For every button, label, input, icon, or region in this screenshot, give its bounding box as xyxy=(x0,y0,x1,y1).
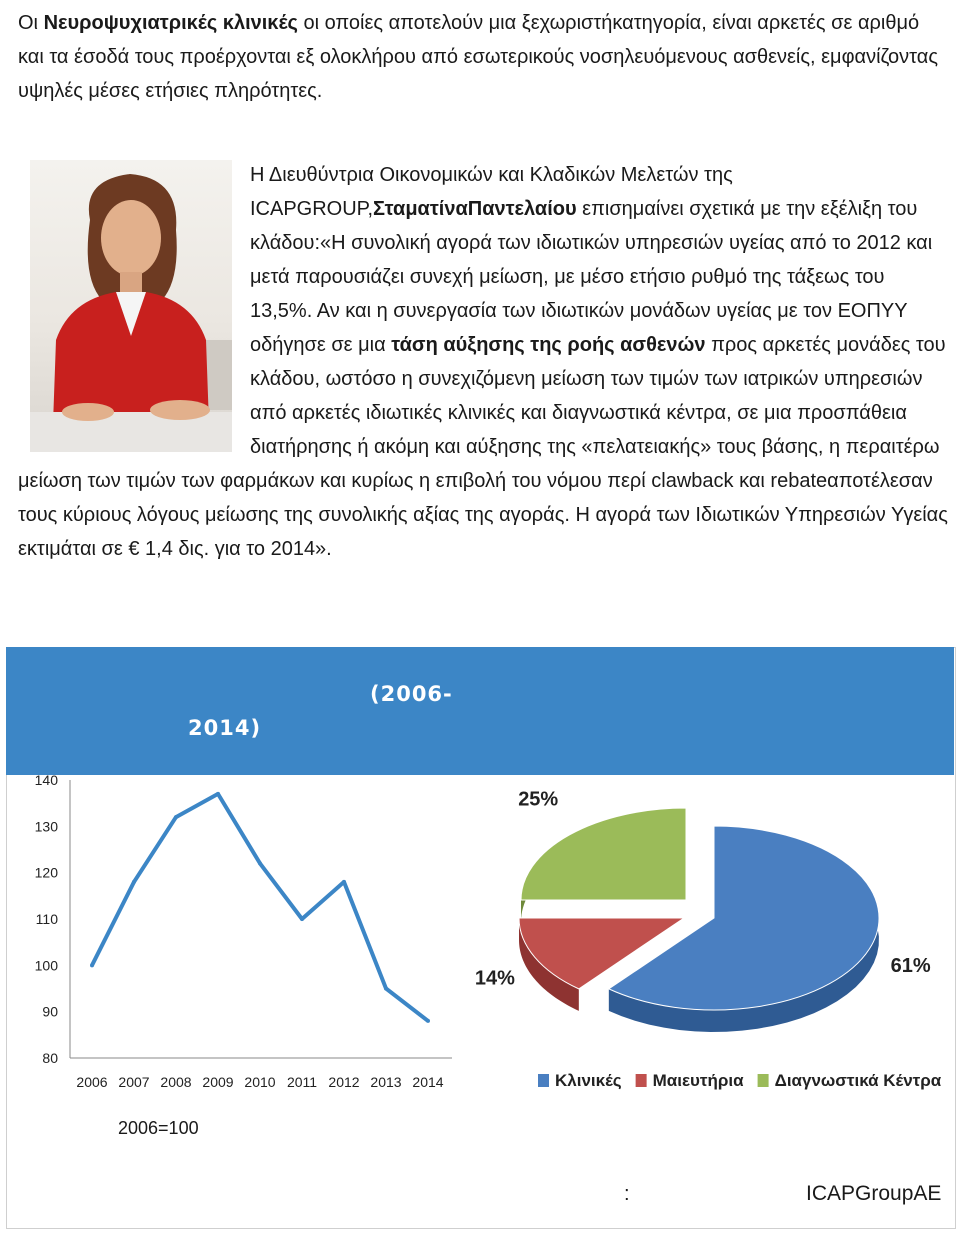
x-tick-label: 2011 xyxy=(286,1074,318,1090)
x-tick-label: 2012 xyxy=(328,1074,360,1090)
x-tick-label: 2008 xyxy=(160,1074,192,1090)
pie-chart xyxy=(474,788,942,1110)
intro-text-2: οι οποίες αποτελούν μια ξεχωριστήκατηγορία, είναι αρκετές σε αριθμό και τα έσοδά τους προέρχονται εξ ολοκλήρου από εσωτερικούς νοσηλευόμενους ασθενείς, εμφανίζοντας υψηλές μέσες ετήσιες πληρότητες. xyxy=(18,12,938,102)
legend-label: Διαγνωστικά Κέντρα xyxy=(774,1071,942,1090)
legend-swatch xyxy=(758,1074,769,1087)
data-point xyxy=(216,792,220,796)
y-tick-label: 100 xyxy=(34,957,58,974)
data-point xyxy=(132,880,136,884)
y-tick-label: 120 xyxy=(34,864,58,881)
data-point xyxy=(258,861,262,865)
y-tick-label: 140 xyxy=(34,772,58,788)
x-tick-label: 2014 xyxy=(412,1074,444,1090)
legend-swatch xyxy=(636,1074,647,1087)
quote-paragraph xyxy=(18,158,948,566)
y-tick-label: 130 xyxy=(34,818,58,835)
quote-text-2: επισημαίνει σχετικά με την εξέλιξη του κλάδου:«Η συνολική αγορά των ιδιωτικών υπηρεσιών υγείας από το 2012 και μετά παρουσιάζει συνεχή μείωση, με μέσο ετήσιο ρυθμό της τάξεως του 13,5%. Αν και η συνεργασία των ιδιωτικών μονάδων υγείας με τον ΕΟΠΥΥ οδήγησε σε μια xyxy=(250,198,933,356)
y-tick-label: 80 xyxy=(42,1050,58,1066)
legend-label: Κλινικές xyxy=(555,1071,622,1090)
x-tick-label: 2009 xyxy=(202,1074,234,1090)
pie-percent-label: 25% xyxy=(518,788,559,811)
source-colon: : xyxy=(624,1183,630,1205)
quote-text-3: προς αρκετές μονάδες του κλάδου, ωστόσο η συνεχιζόμενη μείωση των τιμών των ιατρικών υπηρεσιών από αρκετές ιδιωτικές κλινικές και διαγνωστικά κέντρα, σε μια προσπάθεια διατήρησης ή ακόμη και αύξησης της «πελατειακής» τους βάσης, η περαιτέρω μείωση των τιμών των φαρμάκων και κυρίως η επιβολή του νόμου περί clawback και rebateαποτέλεσαν τους κύριους λόγους μείωσης της συνολικής αξίας της αγοράς. Η αγορά των Ιδιωτικών Υπηρεσιών Υγείας εκτιμάται σε € 1,4 δις. για το 2014». xyxy=(18,334,948,560)
quote-bold-trend: τάση αύξησης της ροής ασθενών xyxy=(391,334,706,356)
data-point xyxy=(426,1019,430,1023)
pie-slice xyxy=(521,808,686,900)
intro-paragraph xyxy=(18,6,948,108)
pie-percent-label: 14% xyxy=(474,967,515,990)
y-tick-label: 110 xyxy=(35,911,58,927)
legend-label: Μαιευτήρια xyxy=(652,1071,744,1090)
legend-swatch xyxy=(538,1074,549,1087)
data-point xyxy=(174,815,178,819)
quote-bold-name: ΣταματίναΠαντελαίου xyxy=(373,198,577,220)
data-point xyxy=(300,917,304,921)
data-point xyxy=(342,880,346,884)
y-tick-label: 90 xyxy=(42,1003,58,1020)
x-tick-label: 2006 xyxy=(76,1074,108,1090)
figure-title-part1: (2006- xyxy=(370,682,453,706)
quote-text-1: Η Διευθύντρια Οικονομικών και Κλαδικών Μελετών της ICAPGROUP, xyxy=(250,164,733,220)
data-point xyxy=(90,963,94,967)
x-tick-label: 2007 xyxy=(118,1074,150,1090)
figure-header-band xyxy=(6,647,954,775)
source-label: ICAPGroupAE xyxy=(806,1182,942,1205)
x-tick-label: 2013 xyxy=(370,1074,402,1090)
pie-percent-label: 61% xyxy=(890,955,931,978)
line-chart xyxy=(0,760,470,1100)
intro-bold-clinics: Νευροψυχιατρικές κλινικές xyxy=(43,12,298,34)
series-line xyxy=(92,794,428,1021)
x-tick-label: 2010 xyxy=(244,1074,276,1090)
base-year-note: 2006=100 xyxy=(118,1118,199,1138)
data-point xyxy=(384,987,388,991)
figure-title-part2: 2014) xyxy=(188,716,262,740)
intro-text-1: Οι xyxy=(18,12,44,34)
